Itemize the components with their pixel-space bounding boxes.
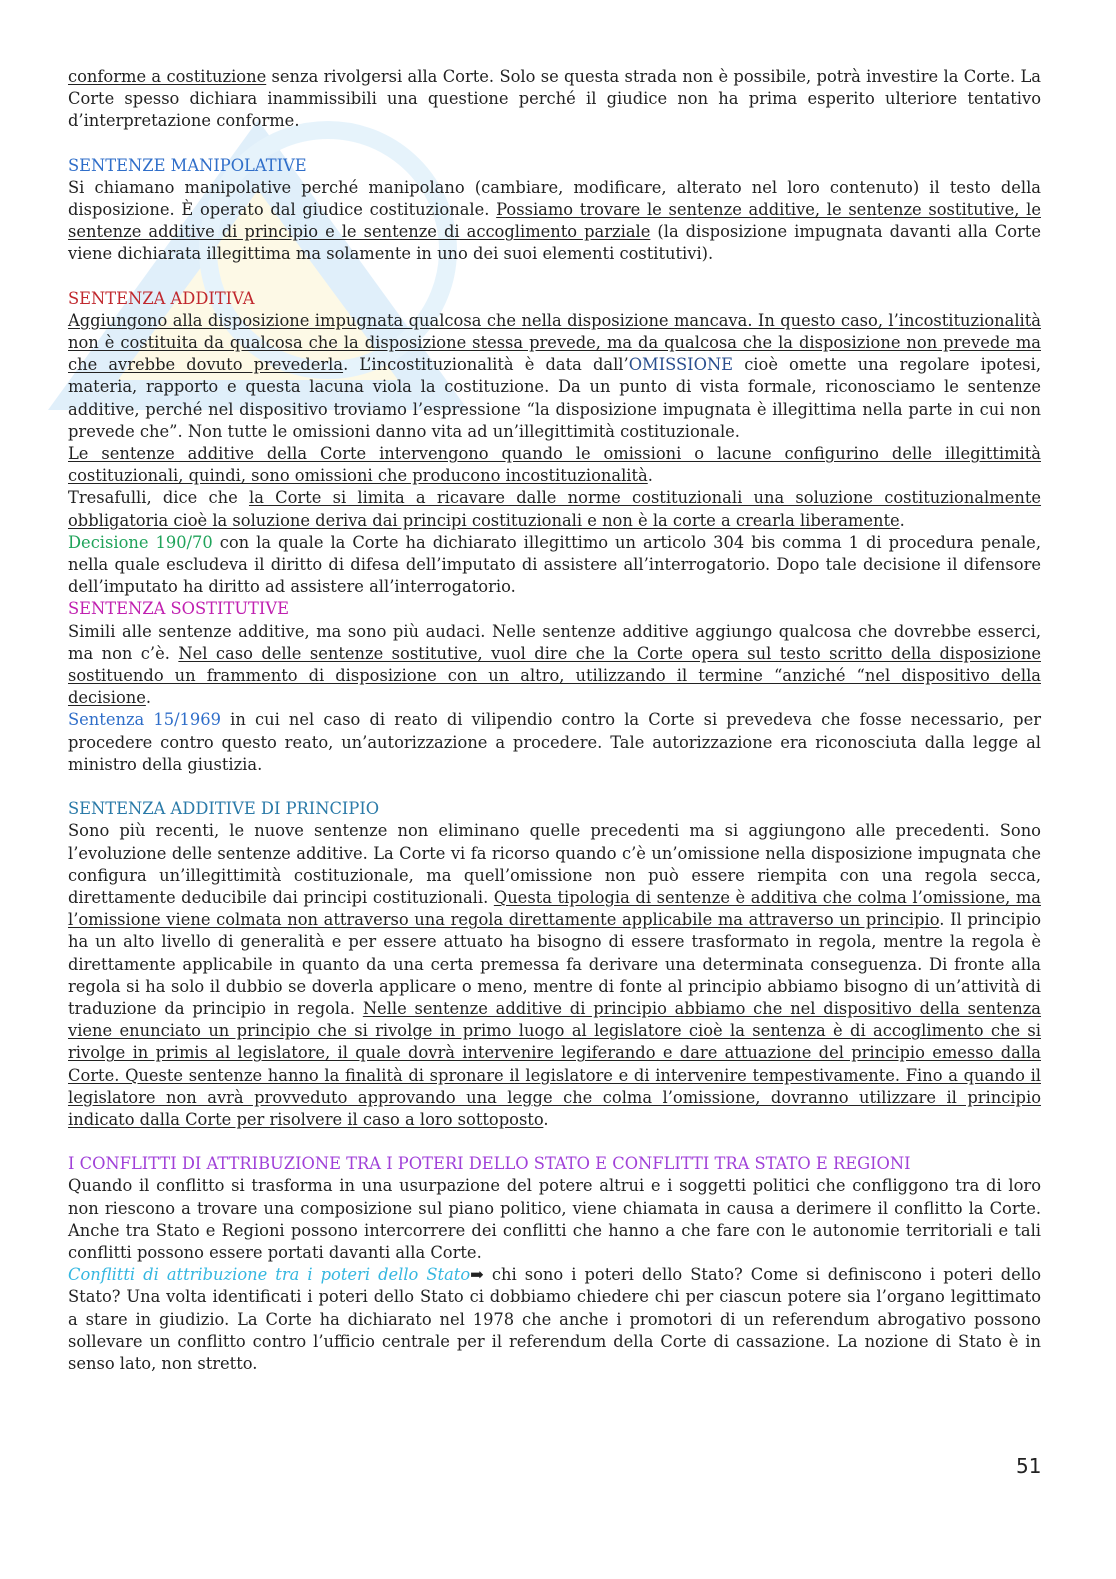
- heading-additiva: SENTENZA ADDITIVA: [68, 288, 255, 308]
- sostitutive-paragraph-1: Simili alle sentenze additive, ma sono più audaci. Nelle sentenze additive aggiungo qualcosa che dovrebbe esserci, ma non c’è. Nel caso delle sentenze sostitutive, vuol dire che la Corte opera sul testo scritto della disposizione sostituendo un frammento di disposizione con un altro, utilizzando il termine “anziché “nel dispositivo della decisione.: [68, 621, 1041, 708]
- page-number: 51: [1016, 1454, 1042, 1478]
- decisione-reference: Decisione 190/70: [68, 532, 213, 552]
- heading-principio: SENTENZA ADDITIVE DI PRINCIPIO: [68, 799, 380, 819]
- omissione-keyword: OMISSIONE: [628, 355, 734, 375]
- additiva-paragraph-4: Decisione 190/70 con la quale la Corte ha dichiarato illegittimo un articolo 304 bis comma 1 di procedura penale, nella quale escludeva il diritto di difesa dell’imputato di assistere all’interrogatorio. Dopo tale decisione il difensore dell’imputato ha diritto ad assistere all’interrogatorio.: [68, 532, 1041, 597]
- conflitti-paragraph-1: Quando il conflitto si trasforma in una usurpazione del potere altrui e i soggetti politici che confliggono tra di loro non riescono a trovare una composizione sul piano politico, viene chiamata in causa a derimere il conflitto la Corte. Anche tra Stato e Regioni possono intercorrere dei conflitti che hanno a che fare con le autonomie territoriali e tali conflitti possono essere portati davanti alla Corte.: [68, 1176, 1041, 1262]
- additiva-paragraph-1: Aggiungono alla disposizione impugnata qualcosa che nella disposizione mancava. In questo caso, l’incostituzionalità non è costituita da qualcosa che la disposizione stessa prevede, ma da qualcosa che la disposizione non prevede ma che avrebbe dovuto prevederla. L’incostituzionalità è data dall’OMISSIONE cioè omette una regolare ipotesi, materia, rapporto e questa lacuna viola la costituzione. Da un punto di vista formale, riconosciamo le sentenze additive, perché nel dispositivo troviamo l’espressione “la disposizione impugnata è illegittima nella parte in cui non prevede che”. Non tutte le omissioni danno vita ad un’illegittimità costituzionale.: [68, 310, 1041, 441]
- additiva-paragraph-2: Le sentenze additive della Corte intervengono quando le omissioni o lacune configurino delle illegittimità costituzionali, quindi, sono omissioni che producono incostituzionalità.: [68, 444, 1041, 486]
- additiva-paragraph-3: Tresafulli, dice che la Corte si limita a ricavare dalle norme costituzionali una soluzione costituzionalmente obbligatoria cioè la soluzione deriva dai principi costituzionali e non è la corte a crearla liberamente.: [68, 488, 1042, 530]
- manipolative-paragraph: Si chiamano manipolative perché manipolano (cambiare, modificare, alterato nel loro contenuto) il testo della disposizione. È operato dal giudice costituzionale. Possiamo trovare le sentenze additive, le sentenze sostitutive, le sentenze additive di principio e le sentenze di accoglimento parziale (la disposizione impugnata davanti alla Corte viene dichiarata illegittima ma solamente in uno dei suoi elementi costitutivi).: [68, 177, 1041, 264]
- heading-conflitti: I CONFLITTI DI ATTRIBUZIONE TRA I POTERI DELLO STATO E CONFLITTI TRA STATO E REGIONI: [68, 1154, 911, 1174]
- intro-paragraph: conforme a costituzione senza rivolgersi alla Corte. Solo se questa strada non è possibile, potrà investire la Corte. La Corte spesso dichiara inammissibili una questione perché il giudice non ha prima esperito ulteriore tentativo d’interpretazione conforme.: [68, 67, 1041, 131]
- document-page: [68, 66, 1041, 1375]
- intro-underlined: conforme a costituzione: [68, 67, 267, 86]
- sostitutive-paragraph-2: Sentenza 15/1969 in cui nel caso di reato di vilipendio contro la Corte si prevedeva che fosse necessario, per procedere contro questo reato, un’autorizzazione a procedere. Tale autorizzazione era riconosciuta dalla legge al ministro della giustizia.: [68, 710, 1041, 774]
- conflitti-paragraph-2: Conflitti di attribuzione tra i poteri dello Stato➡ chi sono i poteri dello Stato? Come si definiscono i poteri dello Stato? Una volta identificati i poteri dello Stato ci dobbiamo chiedere chi per ciascun potere sia l’organo legittimato a stare in giudizio. La Corte ha dichiarato nel 1978 che anche i promotori di un referendum abrogativo possono sollevare un conflitto contro l’ufficio centrale per il referendum della Corte di cassazione. La nozione di Stato è in senso lato, non stretto.: [68, 1265, 1041, 1373]
- principio-paragraph: Sono più recenti, le nuove sentenze non eliminano quelle precedenti ma si aggiungono alle precedenti. Sono l’evoluzione delle sentenze additive. La Corte vi fa ricorso quando c’è un’omissione nella disposizione impugnata che configura un’illegittimità costituzionale, ma quell’omissione non può essere riempita con una regola secca, direttamente deducibile dai principi costituzionali. Questa tipologia di sentenze è additiva che colma l’omissione, ma l’omissione viene colmata non attraverso una regola direttamente applicabile ma attraverso un principio. Il principio ha un alto livello di generalità e per essere attuato ha bisogno di essere trasformato in regola, mentre la regola è direttamente applicabile in quanto da una certa premessa fa derivare una determinata conseguenza. Di fronte alla regola si ha solo il dubbio se doverla applicare o meno, mentre di fonte al principio abbiamo bisogno di un’attività di traduzione da principio in regola. Nelle sentenze additive di principio abbiamo che nel dispositivo della sentenza viene enunciato un principio che si rivolge in primo luogo al legislatore cioè la sentenza è di accoglimento che si rivolge in primis al legislatore, il quale dovrà intervenire legiferando e dare attuazione del principio emesso dalla Corte. Queste sentenze hanno la finalità di spronare il legislatore e di intervenire tempestivamente. Fino a quando il legislatore non avrà provveduto approvando una legge che colma l’omissione, dovranno utilizzare il principio indicato dalla Corte per risolvere il caso a loro sottoposto.: [68, 821, 1042, 1129]
- heading-sostitutive: SENTENZA SOSTITUTIVE: [68, 599, 289, 619]
- right-arrow-icon: ➡: [470, 1265, 484, 1285]
- conflitti-italic-term: Conflitti di attribuzione tra i poteri dello Stato: [68, 1265, 471, 1285]
- heading-manipolative: SENTENZE MANIPOLATIVE: [68, 155, 307, 175]
- sentenza-reference: Sentenza 15/1969: [68, 710, 221, 730]
